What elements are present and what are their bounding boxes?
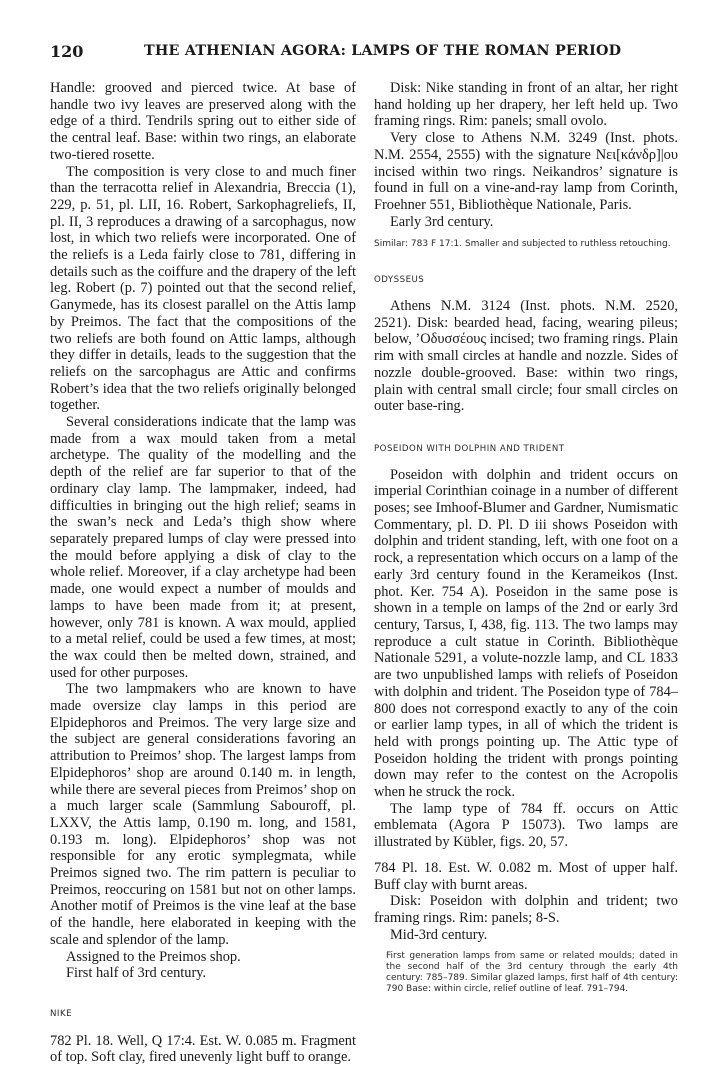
paragraph: The composition is very close to and much finer than the terracotta relief in Alexandria, Breccia (1), 229, p. 51, pl. LII, 16. Robert, Sarkophagreliefs, II, pl. II, 3 reproduces a drawing of a sarcophagus, now lost, in which two reliefs were incorporated. One of the reliefs is a Leda fairly close to 781, differing in details such as the coiffure and the drapery of the left leg. Robert (p. 7) pointed out that the second relief, Ganymede, has its closest parallel on the Attis lamp by Preimos. The fact that the compositions of the two reliefs are both found on Attic lamps, although they differ in details, leads to the suggestion that the reliefs on the sarcophagus are Attic and confirms Robert’s idea that the two reliefs originally belonged together. [50, 163, 356, 414]
generation-note: First generation lamps from same or related moulds; dated in the second half of the 3rd century through the early 4th century: 785–789. Similar glazed lamps, first half of 4th century: 790 Base: within circle, relief outline of leaf. 791–794. [386, 951, 678, 995]
paragraph: Handle: grooved and pierced twice. At base of handle two ivy leaves are preserved along with the edge of a third. Tendrils spring out to either side of the central leaf. Base: within two rings, an elaborate two-tiered rosette. [50, 80, 356, 163]
paragraph: Disk: Nike standing in front of an altar, her right hand holding up her drapery, her left held up. Two framing rings. Rim: panels; small ovolo. [374, 80, 678, 130]
section-heading-poseidon: POSEIDON WITH DOLPHIN AND TRIDENT [374, 443, 565, 454]
paragraph: Very close to Athens N.M. 3249 (Inst. phots. N.M. 2554, 2555) with the signature Νει[κάνδρ]|ου incised within two rings. Neikandros’ signature is found in full on a vine-and-ray lamp from Corinth, Froehner 551, Bibliothèque Nationale, Paris. [374, 130, 678, 213]
paragraph: Early 3rd century. [390, 213, 494, 230]
paragraph: Athens N.M. 3124 (Inst. phots. N.M. 2520, 2521). Disk: bearded head, facing, wearing pileus; below, ’Οδυσσέους incised; two framing rings. Plain rim with small circles at handle and nozzle. Sides of nozzle double-grooved. Base: within two rings, plain with central small circle; four small circles on outer base-ring. [374, 298, 678, 415]
page-header [50, 42, 678, 62]
paragraph: Mid-3rd century. [390, 926, 488, 943]
right-column [374, 80, 678, 995]
section-heading-nike: NIKE [50, 1008, 73, 1019]
paragraph: The lamp type of 784 ff. occurs on Attic emblemata (Agora P 15073). Two lamps are illustrated by Kübler, figs. 20, 57. [374, 800, 678, 851]
catalog-entry-784: 784 Pl. 18. Est. W. 0.082 m. Most of upper half. Buff clay with burnt areas. [374, 859, 678, 893]
page-number: 120 [50, 42, 84, 61]
paragraph: Assigned to the Preimos shop. [66, 948, 241, 965]
left-column [50, 80, 356, 1066]
similar-note: Similar: 783 F 17:1. Smaller and subjected to ruthless retouching. [374, 239, 671, 250]
running-title: THE ATHENIAN AGORA: LAMPS OF THE ROMAN PERIOD [144, 43, 622, 59]
paragraph: Poseidon with dolphin and trident occurs on imperial Corinthian coinage in a number of different poses; see Imhoof-Blumer and Gardner, Numismatic Commentary, pl. D. Pl. D iii shows Poseidon with dolphin and trident standing, left, with one foot on a rock, a representation which occurs on a lamp of the early 3rd century found in the Kerameikos (Inst. phot. Ker. 754 A). Poseidon in the same pose is shown in a temple on lamps of the 2nd or early 3rd century, Tarsus, I, 438, fig. 113. The two lamps may reproduce a cult statue in Corinth. Bibliothèque Nationale 5291, a volute-nozzle lamp, and CL 1833 are two unpublished lamps with reliefs of Poseidon with dolphin and trident. The Poseidon type of 784–800 does not correspond exactly to any of the coin or earlier lamp types, in all of which the trident is held with prongs pointing up. The Attic type of Poseidon holding the trident with prongs pointing down may refer to the contest on the Acropolis when he struck the rock. [374, 466, 678, 801]
paragraph: The two lampmakers who are known to have made oversize clay lamps in this period are Elpidephoros and Preimos. The very large size and the subject are general considerations favoring an attribution to Preimos’ shop. The largest lamps from Elpidephoros’ shop are around 0.140 m. in length, while there are several pieces from Preimos’ shop on a much larger scale (Sammlung Sabouroff, pl. LXXV, the Attis lamp, 0.190 m. long, and 1581, 0.193 m. long). Elpidephoros’ shop was not responsible for any erotic symplegmata, while Preimos signed two. The rim pattern is peculiar to Preimos, reoccuring on 1581 but not on other lamps. Another motif of Preimos is the vine leaf at the base of the handle, here elaborated in keeping with the scale and splendor of the lamp. [50, 681, 356, 948]
paragraph: Disk: Poseidon with dolphin and trident; two framing rings. Rim: panels; 8-S. [374, 893, 678, 926]
paragraph: First half of 3rd century. [66, 965, 207, 982]
section-heading-odysseus: ODYSSEUS [374, 275, 425, 286]
paragraph: Several considerations indicate that the lamp was made from a wax mould taken from a metal archetype. The quality of the modelling and the depth of the relief are far superior to that of the ordinary clay lamp. The lampmaker, indeed, had difficulties in bringing out the high relief; seams in the swan’s neck and Leda’s thigh show where separately prepared lumps of clay were pressed into the mould before applying a disk of clay to the whole relief. Moreover, if a clay archetype had been made, one would expect a number of moulds and lamps to have been made from it; at present, however, only 781 is known. A wax mould, applied to a metal relief, could be used a few times, at most; the wax could then be melted down, strained, and used for other purposes. [50, 414, 356, 681]
catalog-entry-782: 782 Pl. 18. Well, Q 17:4. Est. W. 0.085 m. Fragment of top. Soft clay, fired unevenly light buff to orange. [50, 1032, 356, 1066]
